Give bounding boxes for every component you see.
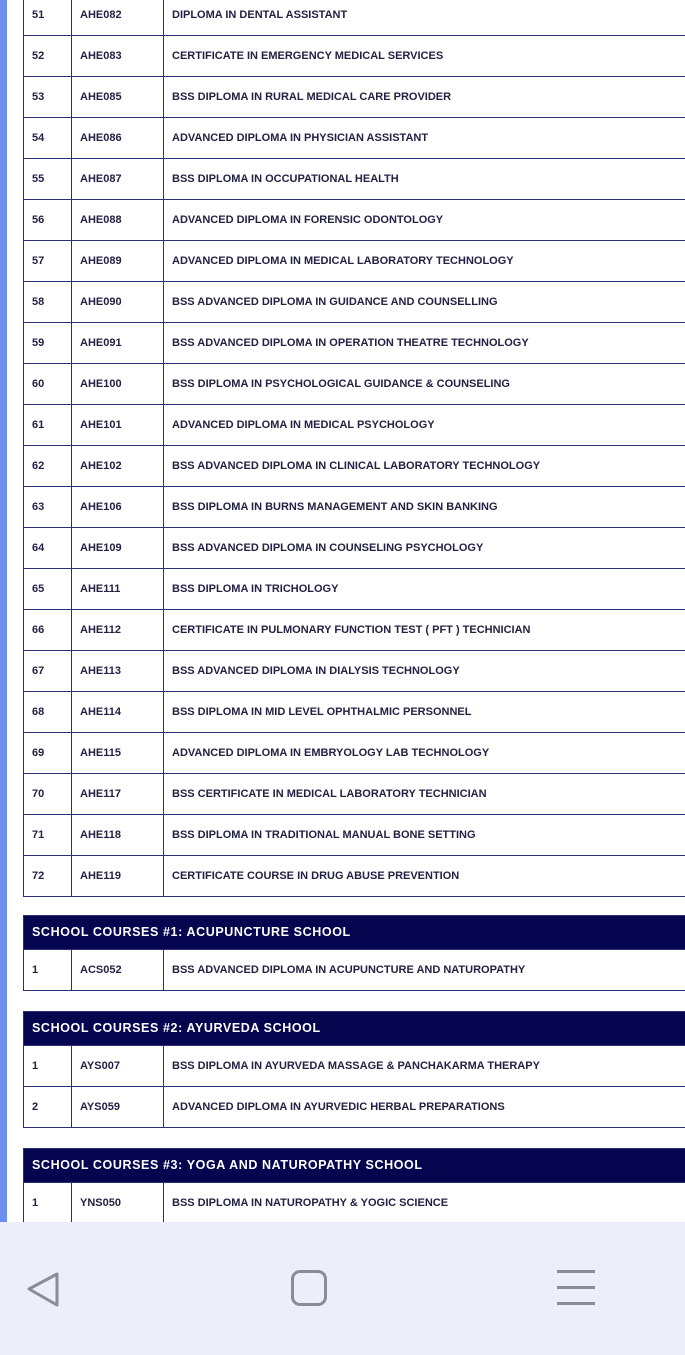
course-code: AHE101 [72, 405, 164, 446]
course-code: AHE112 [72, 610, 164, 651]
row-number: 57 [24, 241, 72, 282]
table-row [24, 282, 685, 323]
course-name: BSS DIPLOMA IN TRICHOLOGY [164, 569, 685, 610]
row-number: 65 [24, 569, 72, 610]
table-row [24, 610, 685, 651]
course-table-ayurveda [23, 1045, 685, 1128]
table-row [24, 364, 685, 405]
course-table-yoga [23, 1182, 685, 1222]
table-row [24, 0, 685, 36]
row-number: 52 [24, 36, 72, 77]
course-code: AHE085 [72, 77, 164, 118]
course-code: AHE086 [72, 118, 164, 159]
course-name: BSS ADVANCED DIPLOMA IN CLINICAL LABORATORY TECHNOLOGY [164, 446, 685, 487]
row-number: 1 [24, 950, 72, 991]
course-code: ACS052 [72, 950, 164, 991]
course-code: AHE102 [72, 446, 164, 487]
course-name: BSS DIPLOMA IN BURNS MANAGEMENT AND SKIN BANKING [164, 487, 685, 528]
course-code: AHE115 [72, 733, 164, 774]
row-number: 67 [24, 651, 72, 692]
course-code: AHE090 [72, 282, 164, 323]
home-button[interactable] [291, 1270, 329, 1308]
table-row [24, 692, 685, 733]
row-number: 63 [24, 487, 72, 528]
course-name: ADVANCED DIPLOMA IN AYURVEDIC HERBAL PREPARATIONS [164, 1087, 685, 1128]
recent-apps-button[interactable] [557, 1270, 597, 1308]
table-row [24, 651, 685, 692]
course-name: BSS CERTIFICATE IN MEDICAL LABORATORY TECHNICIAN [164, 774, 685, 815]
table-row [24, 241, 685, 282]
course-table-main [23, 0, 685, 897]
course-name: BSS ADVANCED DIPLOMA IN ACUPUNCTURE AND NATUROPATHY [164, 950, 685, 991]
table-row [24, 1087, 685, 1128]
home-icon [291, 1270, 327, 1306]
row-number: 64 [24, 528, 72, 569]
row-number: 60 [24, 364, 72, 405]
row-number: 69 [24, 733, 72, 774]
course-name: ADVANCED DIPLOMA IN PHYSICIAN ASSISTANT [164, 118, 685, 159]
course-name: BSS ADVANCED DIPLOMA IN COUNSELING PSYCHOLOGY [164, 528, 685, 569]
course-code: AHE117 [72, 774, 164, 815]
course-code: AHE109 [72, 528, 164, 569]
course-name: BSS ADVANCED DIPLOMA IN GUIDANCE AND COUNSELLING [164, 282, 685, 323]
course-code: AHE082 [72, 0, 164, 36]
section-header-yoga: SCHOOL COURSES #3: YOGA AND NATUROPATHY SCHOOL [23, 1148, 685, 1183]
table-row [24, 1046, 685, 1087]
row-number: 56 [24, 200, 72, 241]
course-code: AHE083 [72, 36, 164, 77]
course-code: AHE088 [72, 200, 164, 241]
table-row [24, 405, 685, 446]
course-name: ADVANCED DIPLOMA IN MEDICAL LABORATORY TECHNOLOGY [164, 241, 685, 282]
table-row [24, 774, 685, 815]
course-code: AHE113 [72, 651, 164, 692]
course-name: CERTIFICATE IN PULMONARY FUNCTION TEST ( PFT ) TECHNICIAN [164, 610, 685, 651]
course-code: AHE111 [72, 569, 164, 610]
row-number: 55 [24, 159, 72, 200]
course-name: DIPLOMA IN DENTAL ASSISTANT [164, 0, 685, 36]
row-number: 61 [24, 405, 72, 446]
table-row [24, 118, 685, 159]
course-code: AHE114 [72, 692, 164, 733]
course-name: BSS DIPLOMA IN PSYCHOLOGICAL GUIDANCE & COUNSELING [164, 364, 685, 405]
course-code: AHE087 [72, 159, 164, 200]
menu-icon [557, 1270, 597, 1305]
table-row [24, 528, 685, 569]
course-name: BSS DIPLOMA IN RURAL MEDICAL CARE PROVIDER [164, 77, 685, 118]
section-header-acupuncture: SCHOOL COURSES #1: ACUPUNCTURE SCHOOL [23, 915, 685, 950]
left-accent-bar [0, 0, 7, 1222]
row-number: 2 [24, 1087, 72, 1128]
course-name: ADVANCED DIPLOMA IN FORENSIC ODONTOLOGY [164, 200, 685, 241]
row-number: 72 [24, 856, 72, 897]
back-button[interactable] [24, 1270, 62, 1310]
row-number: 1 [24, 1183, 72, 1223]
course-code: AHE089 [72, 241, 164, 282]
row-number: 71 [24, 815, 72, 856]
course-name: BSS DIPLOMA IN MID LEVEL OPHTHALMIC PERSONNEL [164, 692, 685, 733]
table-row [24, 200, 685, 241]
row-number: 68 [24, 692, 72, 733]
table-row [24, 733, 685, 774]
course-code: AYS059 [72, 1087, 164, 1128]
row-number: 70 [24, 774, 72, 815]
row-number: 58 [24, 282, 72, 323]
course-name: BSS ADVANCED DIPLOMA IN OPERATION THEATRE TECHNOLOGY [164, 323, 685, 364]
table-row [24, 323, 685, 364]
section-header-ayurveda: SCHOOL COURSES #2: AYURVEDA SCHOOL [23, 1011, 685, 1046]
table-row [24, 856, 685, 897]
course-code: AYS007 [72, 1046, 164, 1087]
course-code: YNS050 [72, 1183, 164, 1223]
course-code: AHE118 [72, 815, 164, 856]
course-code: AHE091 [72, 323, 164, 364]
row-number: 53 [24, 77, 72, 118]
table-row [24, 1183, 685, 1223]
course-name: BSS DIPLOMA IN OCCUPATIONAL HEALTH [164, 159, 685, 200]
course-name: BSS DIPLOMA IN AYURVEDA MASSAGE & PANCHAKARMA THERAPY [164, 1046, 685, 1087]
row-number: 66 [24, 610, 72, 651]
table-row [24, 815, 685, 856]
back-icon [24, 1270, 62, 1310]
course-name: BSS DIPLOMA IN NATUROPATHY & YOGIC SCIENCE [164, 1183, 685, 1223]
table-row [24, 569, 685, 610]
table-row [24, 159, 685, 200]
course-name: ADVANCED DIPLOMA IN EMBRYOLOGY LAB TECHNOLOGY [164, 733, 685, 774]
row-number: 51 [24, 0, 72, 36]
course-name: CERTIFICATE COURSE IN DRUG ABUSE PREVENTION [164, 856, 685, 897]
table-row [24, 487, 685, 528]
table-row [24, 950, 685, 991]
course-name: ADVANCED DIPLOMA IN MEDICAL PSYCHOLOGY [164, 405, 685, 446]
navigation-bar [0, 1222, 685, 1355]
course-name: BSS ADVANCED DIPLOMA IN DIALYSIS TECHNOLOGY [164, 651, 685, 692]
row-number: 54 [24, 118, 72, 159]
course-code: AHE106 [72, 487, 164, 528]
table-row [24, 77, 685, 118]
course-code: AHE100 [72, 364, 164, 405]
course-code: AHE119 [72, 856, 164, 897]
course-table-acupuncture [23, 949, 685, 991]
row-number: 62 [24, 446, 72, 487]
course-name: CERTIFICATE IN EMERGENCY MEDICAL SERVICES [164, 36, 685, 77]
table-row [24, 446, 685, 487]
table-row [24, 36, 685, 77]
row-number: 1 [24, 1046, 72, 1087]
row-number: 59 [24, 323, 72, 364]
course-name: BSS DIPLOMA IN TRADITIONAL MANUAL BONE SETTING [164, 815, 685, 856]
